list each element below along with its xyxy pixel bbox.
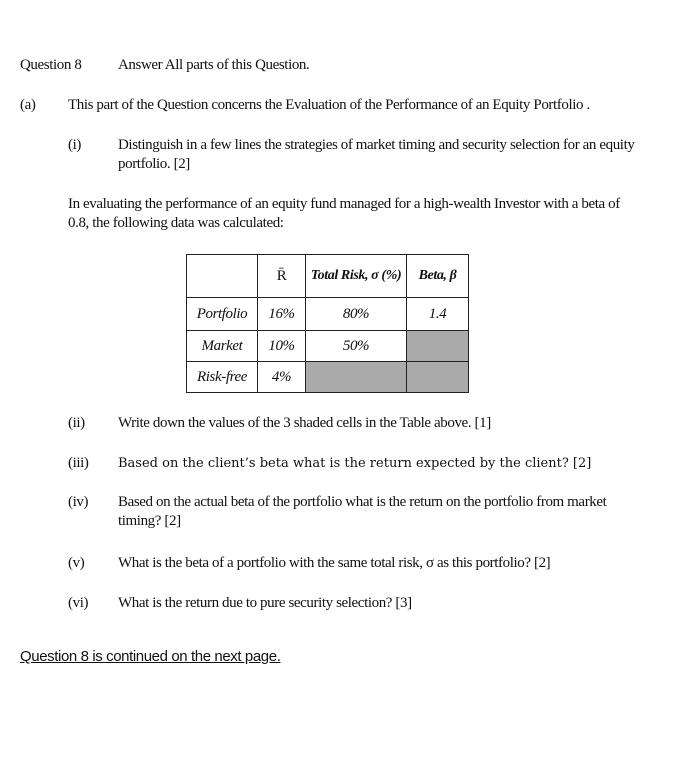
item-text: Write down the values of the 3 shaded cells in the Table above. [1] [118,415,491,431]
item-text: What is the return due to pure security selection? [3] [118,595,412,611]
continued-note: Question 8 is continued on the next page. [20,648,281,665]
row-label: Portfolio [187,298,258,331]
item-label: (i) [68,137,81,153]
cell: 4% [258,362,306,393]
item-text: What is the beta of a portfolio with the same total risk, σ as this portfolio? [2] [118,555,551,571]
cell: 16% [258,298,306,331]
item-text: Distinguish in a few lines the strategies of market timing and security selection for an equity portfolio. [2] [118,137,635,172]
cell: 1.4 [407,298,469,331]
item-label: (iii) [68,455,89,471]
row-label: Risk-free [187,362,258,393]
header-beta: Beta, β [407,255,469,298]
performance-table [186,254,469,393]
question-instruction: Answer All parts of this Question. [118,57,310,73]
part-a-label: (a) [20,97,36,113]
intro-text: In evaluating the performance of an equity fund managed for a high-wealth Investor with a beta of 0.8, the following data was calculated: [68,196,620,231]
header-return: R̄ [258,255,306,298]
cell: 10% [258,331,306,362]
row-label: Market [187,331,258,362]
question-label: Question 8 [20,57,82,73]
cell: 80% [306,298,407,331]
shaded-cell [407,331,469,362]
header-total-risk: Total Risk, σ (%) [306,255,407,298]
item-label: (vi) [68,595,89,611]
shaded-cell [306,362,407,393]
shaded-cell [407,362,469,393]
item-text: Based on the client’s beta what is the return expected by the client? [2] [118,456,592,471]
item-text: Based on the actual beta of the portfolio what is the return on the portfolio from market timing? [2] [118,494,607,529]
part-a-text: This part of the Question concerns the Evaluation of the Performance of an Equity Portfolio . [68,97,590,113]
item-label: (v) [68,555,85,571]
header-blank [187,255,258,298]
item-label: (ii) [68,415,85,431]
cell: 50% [306,331,407,362]
item-label: (iv) [68,494,89,510]
